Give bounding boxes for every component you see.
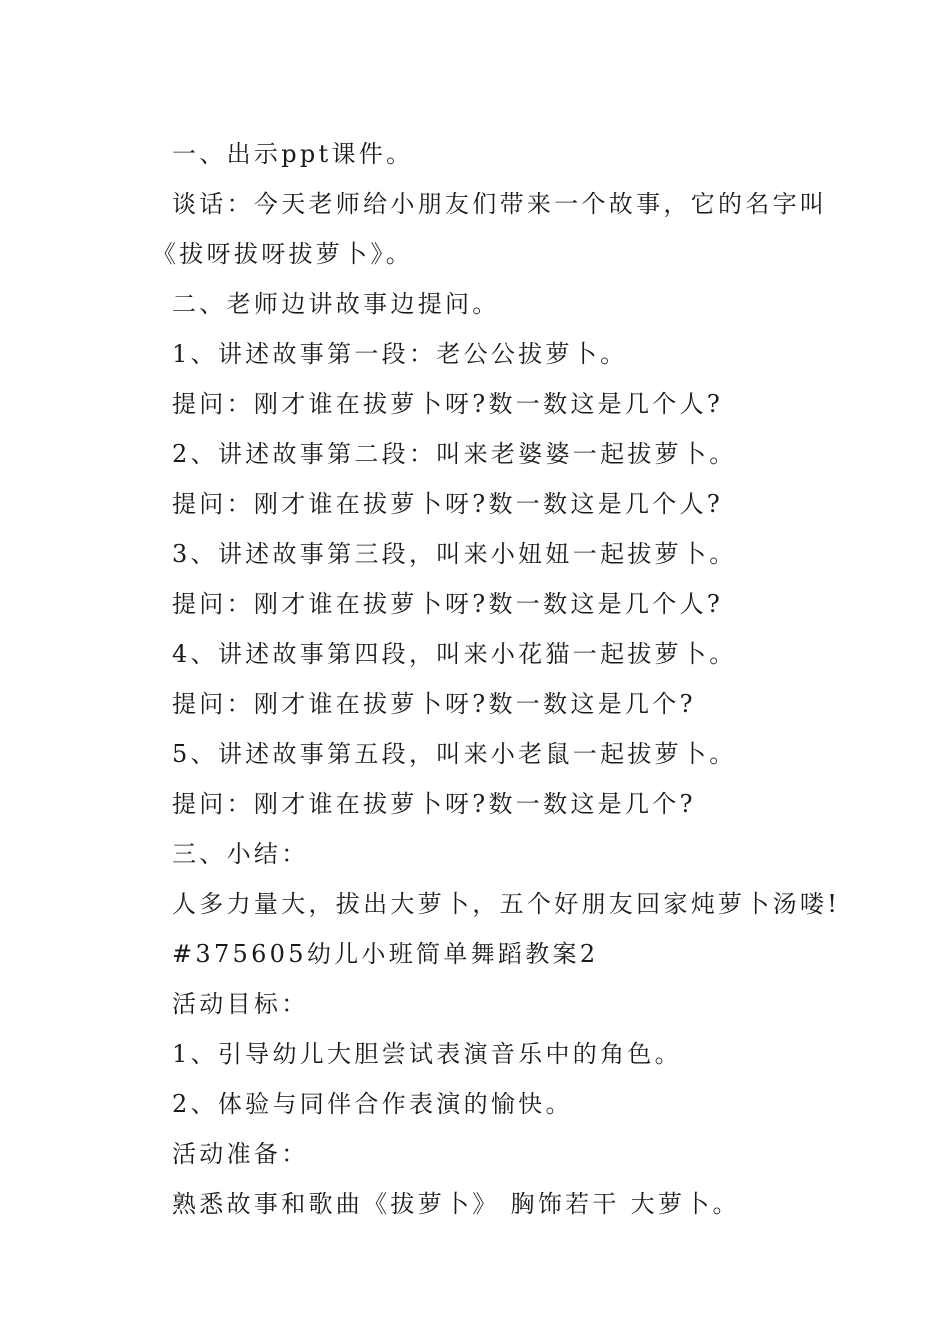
paragraph-line: 谈话：今天老师给小朋友们带来一个故事，它的名字叫 — [172, 190, 828, 218]
paragraph-line: 熟悉故事和歌曲《拔萝卜》 胸饰若干 大萝卜。 — [172, 1190, 740, 1218]
list-item: 1、引导幼儿大胆尝试表演音乐中的角色。 — [172, 1040, 682, 1068]
question-line: 提问：刚才谁在拔萝卜呀?数一数这是几个人? — [172, 390, 724, 418]
question-line: 提问：刚才谁在拔萝卜呀?数一数这是几个人? — [172, 490, 724, 518]
question-line: 提问：刚才谁在拔萝卜呀?数一数这是几个? — [172, 790, 696, 818]
question-line: 提问：刚才谁在拔萝卜呀?数一数这是几个? — [172, 690, 696, 718]
list-item: 4、讲述故事第四段，叫来小花猫一起拔萝卜。 — [172, 640, 737, 668]
section-heading-1: 一、出示ppt课件。 — [172, 140, 414, 168]
document-title: #375605幼儿小班简单舞蹈教案2 — [172, 940, 599, 968]
list-item: 2、讲述故事第二段：叫来老婆婆一起拔萝卜。 — [172, 440, 737, 468]
list-item: 1、讲述故事第一段：老公公拔萝卜。 — [172, 340, 628, 368]
list-item: 3、讲述故事第三段，叫来小妞妞一起拔萝卜。 — [172, 540, 737, 568]
summary-line: 人多力量大，拔出大萝卜，五个好朋友回家炖萝卜汤喽! — [172, 890, 841, 918]
subheading-goals: 活动目标： — [172, 990, 309, 1018]
section-heading-3: 三、小结： — [172, 840, 309, 868]
section-heading-2: 二、老师边讲故事边提问。 — [172, 290, 500, 318]
subheading-preparation: 活动准备： — [172, 1140, 309, 1168]
list-item: 5、讲述故事第五段，叫来小老鼠一起拔萝卜。 — [172, 740, 737, 768]
paragraph-line: 《拔呀拔呀拔萝卜》。 — [152, 240, 413, 268]
list-item: 2、体验与同伴合作表演的愉快。 — [172, 1090, 573, 1118]
document-body — [152, 129, 841, 1229]
question-line: 提问：刚才谁在拔萝卜呀?数一数这是几个人? — [172, 590, 724, 618]
